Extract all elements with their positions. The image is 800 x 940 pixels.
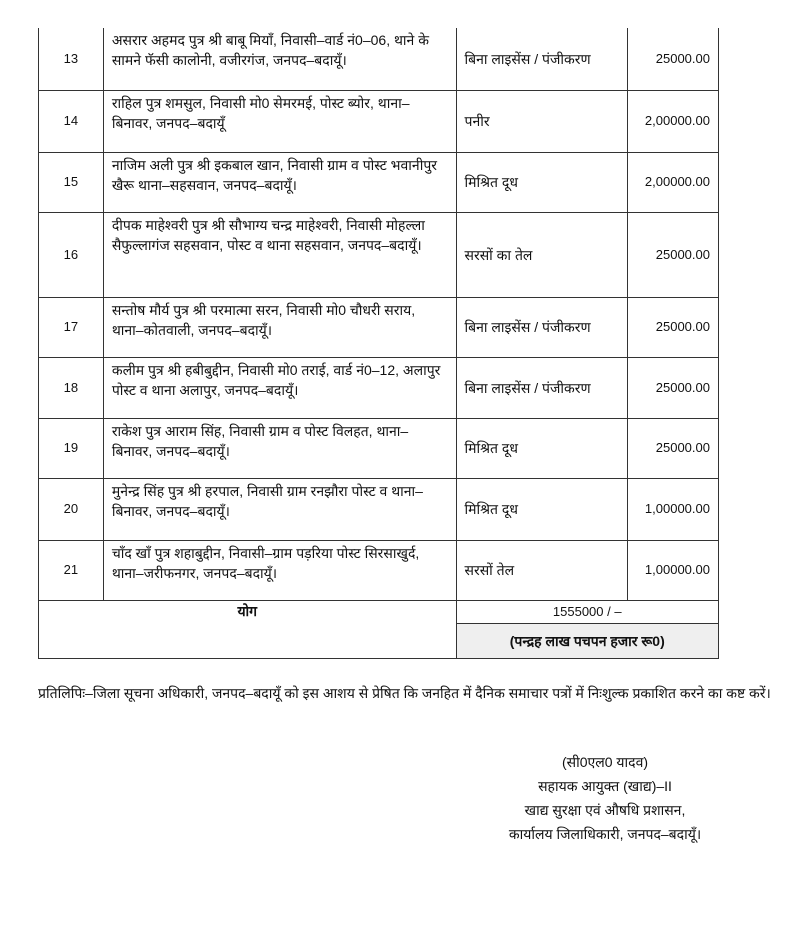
serial-number: 21 — [39, 540, 104, 600]
table-row — [39, 297, 719, 357]
serial-number: 20 — [39, 478, 104, 540]
offence-item: मिश्रित दूध — [456, 478, 628, 540]
penalty-amount: 25000.00 — [628, 297, 719, 357]
offence-item: बिना लाइसेंस / पंजीकरण — [456, 28, 628, 90]
serial-number: 15 — [39, 152, 104, 212]
offender-details: दीपक माहेश्वरी पुत्र श्री सौभाग्य चन्द्र माहेश्वरी, निवासी मोहल्ला सैफुल्लागंज सहसवान, पोस्ट व थाना सहसवान, जनपद–बदायूँ। — [103, 212, 456, 297]
offence-item: बिना लाइसेंस / पंजीकरण — [456, 297, 628, 357]
penalty-amount: 2,00000.00 — [628, 90, 719, 152]
table-row — [39, 357, 719, 418]
table-row — [39, 28, 719, 90]
table-row — [39, 90, 719, 152]
offender-details: सन्तोष मौर्य पुत्र श्री परमात्मा सरन, निवासी मो0 चौधरी सराय, थाना–कोतवाली, जनपद–बदायूँ। — [103, 297, 456, 357]
serial-number: 19 — [39, 418, 104, 478]
penalty-amount: 25000.00 — [628, 212, 719, 297]
table-row — [39, 152, 719, 212]
penalty-amount: 25000.00 — [628, 357, 719, 418]
table-row — [39, 540, 719, 600]
offender-details: नाजिम अली पुत्र श्री इकबाल खान, निवासी ग्राम व पोस्ट भवानीपुर खैरू थाना–सहसवान, जनपद–बदायूँ। — [103, 152, 456, 212]
offender-details: राकेश पुत्र आराम सिंह, निवासी ग्राम व पोस्ट विलहत, थाना–बिनावर, जनपद–बदायूँ। — [103, 418, 456, 478]
serial-number: 16 — [39, 212, 104, 297]
signatory-name: (सी0एल0 यादव) — [561, 754, 649, 770]
signatory-designation: सहायक आयुक्त (खाद्य)–II — [538, 778, 672, 794]
serial-number: 18 — [39, 357, 104, 418]
offence-item: मिश्रित दूध — [456, 418, 628, 478]
penalty-table — [38, 28, 719, 659]
serial-number: 14 — [39, 90, 104, 152]
offence-item: सरसों का तेल — [456, 212, 628, 297]
table-row — [39, 478, 719, 540]
table-row — [39, 418, 719, 478]
offender-details: असरार अहमद पुत्र श्री बाबू मियाँ, निवासी–वार्ड नं0–06, थाने के सामने फॅसी कालोनी, वजीरगंज, जनपद–बदायूँ। — [103, 28, 456, 90]
signatory-office: कार्यालय जिलाधिकारी, जनपद–बदायूँ। — [508, 826, 702, 842]
offender-details: मुनेन्द्र सिंह पुत्र श्री हरपाल, निवासी ग्राम रनझौरा पोस्ट व थाना–बिनावर, जनपद–बदायूँ। — [103, 478, 456, 540]
penalty-amount: 1,00000.00 — [628, 478, 719, 540]
total-amount: 1555000 / – — [456, 600, 718, 623]
offence-item: पनीर — [456, 90, 628, 152]
offence-item: सरसों तेल — [456, 540, 628, 600]
signatory-department: खाद्य सुरक्षा एवं औषधि प्रशासन, — [524, 802, 686, 818]
signature-block — [470, 750, 740, 846]
offender-details: कलीम पुत्र श्री हबीबुद्दीन, निवासी मो0 तराई, वार्ड नं0–12, अलापुर पोस्ट व थाना अलापुर, जनपद–बदायूँ। — [103, 357, 456, 418]
penalty-amount: 2,00000.00 — [628, 152, 719, 212]
total-label: योग — [39, 600, 457, 658]
penalty-amount: 25000.00 — [628, 28, 719, 90]
offender-details: चाँद खाँ पुत्र शहाबुद्दीन, निवासी–ग्राम पड़रिया पोस्ट सिरसाखुर्द, थाना–जरीफनगर, जनपद–बदायूँ। — [103, 540, 456, 600]
serial-number: 17 — [39, 297, 104, 357]
offence-item: मिश्रित दूध — [456, 152, 628, 212]
offence-item: बिना लाइसेंस / पंजीकरण — [456, 357, 628, 418]
copy-note: प्रतिलिपिः–जिला सूचना अधिकारी, जनपद–बदायूँ को इस आशय से प्रेषित कि जनहित में दैनिक समाचार पत्रों में निःशुल्क प्रकाशित करने का कष्ट करें। — [38, 685, 771, 701]
serial-number: 13 — [39, 28, 104, 90]
penalty-amount: 1,00000.00 — [628, 540, 719, 600]
offender-details: राहिल पुत्र शमसुल, निवासी मो0 सेमरमई, पोस्ट ब्योर, थाना–बिनावर, जनपद–बदायूँ — [103, 90, 456, 152]
total-amount-words: (पन्द्रह लाख पचपन हजार रू0) — [456, 623, 718, 658]
total-row — [39, 600, 719, 623]
penalty-amount: 25000.00 — [628, 418, 719, 478]
table-row — [39, 212, 719, 297]
